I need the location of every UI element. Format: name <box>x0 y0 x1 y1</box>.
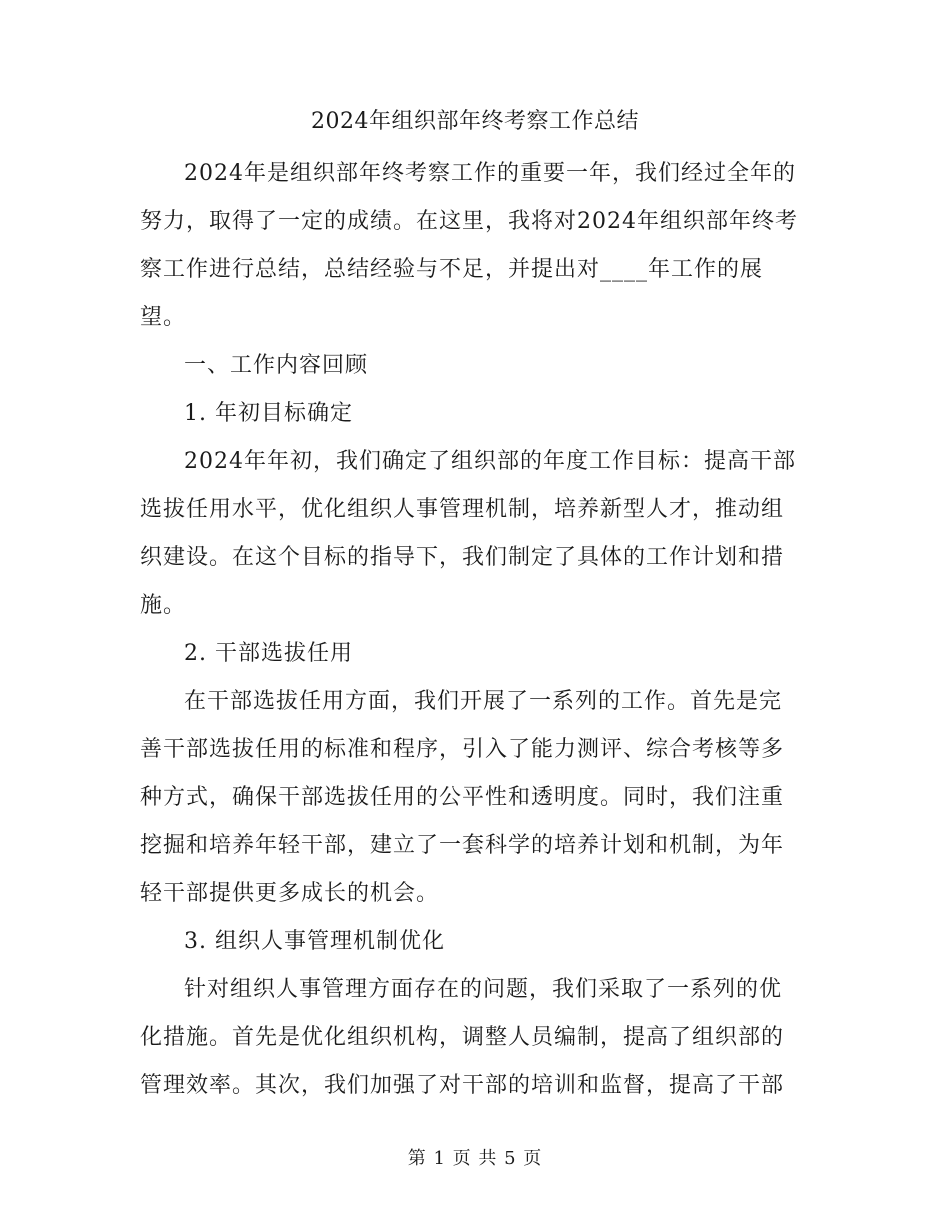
subheading-cadre-selection: 2. 干部选拔任用 <box>184 641 353 666</box>
section-heading-review: 一、工作内容回顾 <box>184 353 369 378</box>
document-body <box>140 150 800 1110</box>
page-indicator: 第 1 页 共 5 页 <box>407 1148 543 1169</box>
paragraph-cadre-selection: 在干部选拔任用方面，我们开展了一系列的工作。首先是完善干部选拔任用的标准和程序，引入了能力测评、综合考核等多种方式，确保干部选拔任用的公平性和透明度。同时，我们注重挖掘和培养年轻干部，建立了一套科学的培养计划和机制，为年轻干部提供更多成长的机会。 <box>140 689 785 906</box>
subheading-mechanism-optimization: 3. 组织人事管理机制优化 <box>184 929 445 954</box>
paragraph-intro: 2024年是组织部年终考察工作的重要一年，我们经过全年的努力，取得了一定的成绩。在这里，我将对2024年组织部年终考察工作进行总结，总结经验与不足，并提出对____年工作的展望。 <box>140 161 798 330</box>
document-title: 2024年组织部年终考察工作总结 <box>311 109 639 134</box>
subheading-goals: 1. 年初目标确定 <box>184 401 353 426</box>
paragraph-goals: 2024年年初，我们确定了组织部的年度工作目标：提高干部选拔任用水平，优化组织人事管理机制，培养新型人才，推动组织建设。在这个目标的指导下，我们制定了具体的工作计划和措施。 <box>140 449 796 618</box>
paragraph-mechanism-optimization: 针对组织人事管理方面存在的问题，我们采取了一系列的优化措施。首先是优化组织机构，调整人员编制，提高了组织部的管理效率。其次，我们加强了对干部的培训和监督，提高了干部 <box>140 977 785 1098</box>
